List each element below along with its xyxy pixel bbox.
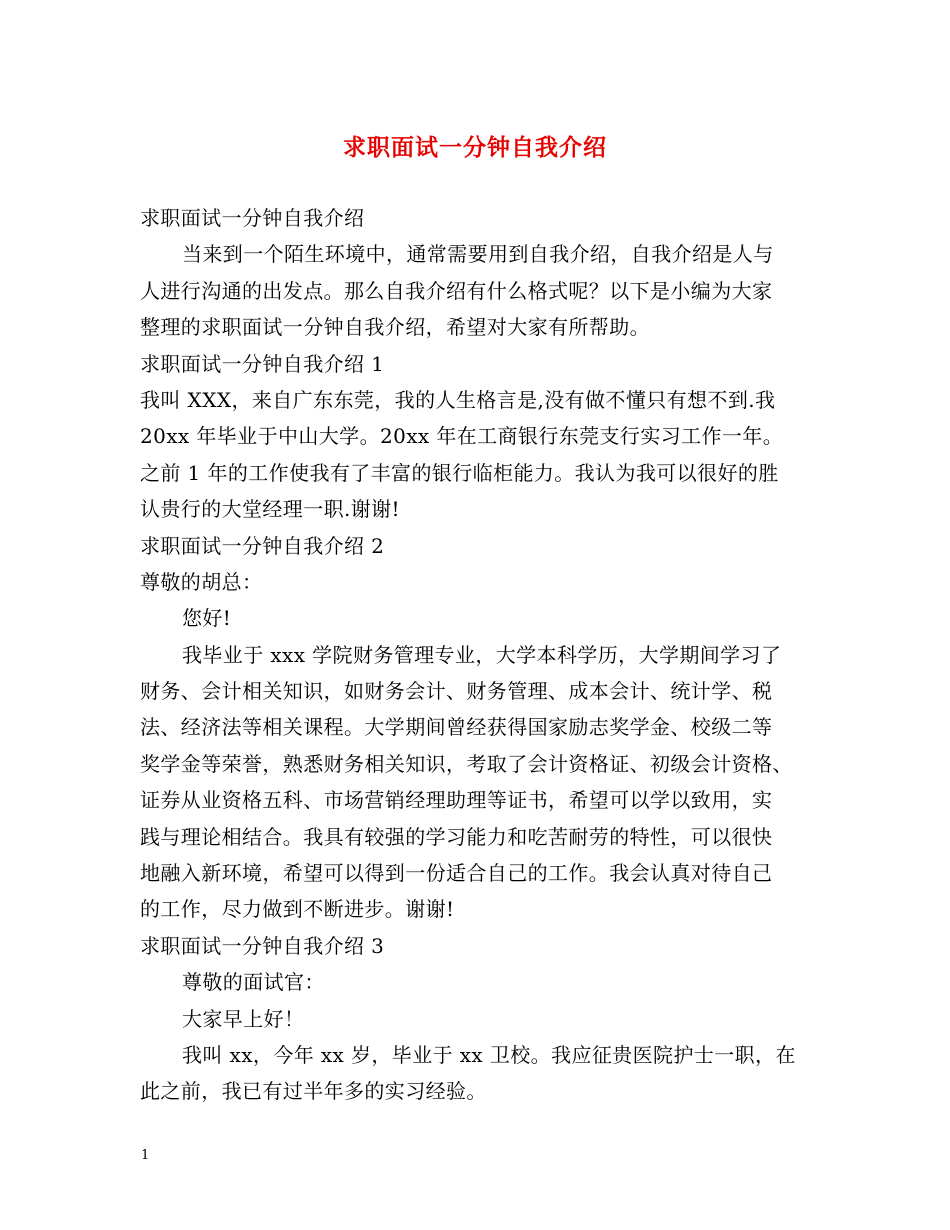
paragraph-line: 20xx 年毕业于中山大学。20xx 年在工商银行东莞支行实习工作一年。 — [140, 424, 784, 449]
paragraph-line: 践与理论相结合。我具有较强的学习能力和吃苦耐劳的特性，可以很快 — [140, 824, 773, 849]
paragraph-line: 我毕业于 xxx 学院财务管理专业，大学本科学历，大学期间学习了 — [182, 642, 782, 667]
section-heading: 求职面试一分钟自我介绍 2 — [140, 533, 385, 558]
paragraph-line: 法、经济法等相关课程。大学期间曾经获得国家励志奖学金、校级二等 — [140, 715, 773, 740]
paragraph-line: 整理的求职面试一分钟自我介绍，希望对大家有所帮助。 — [140, 315, 650, 340]
section-heading: 求职面试一分钟自我介绍 1 — [140, 351, 385, 376]
section-heading: 求职面试一分钟自我介绍 — [140, 206, 365, 230]
paragraph-line: 奖学金等荣誉，熟悉财务相关知识，考取了会计资格证、初级会计资格、 — [140, 751, 793, 776]
salutation-line: 尊敬的面试官： — [182, 970, 325, 995]
section-heading: 求职面试一分钟自我介绍 3 — [140, 933, 385, 958]
paragraph-line: 地融入新环境，希望可以得到一份适合自己的工作。我会认真对待自己 — [140, 861, 773, 886]
paragraph-line: 当来到一个陌生环境中，通常需要用到自我介绍，自我介绍是人与 — [182, 242, 774, 267]
page-number: 1 — [141, 1148, 150, 1163]
salutation-line: 尊敬的胡总： — [140, 569, 263, 594]
paragraph-line: 财务、会计相关知识，如财务会计、财务管理、成本会计、统计学、税 — [140, 679, 773, 704]
paragraph-line: 的工作，尽力做到不断进步。谢谢! — [140, 897, 455, 922]
paragraph-line: 我叫 XXX，来自广东东莞，我的人生格言是,没有做不懂只有想不到.我 — [140, 387, 776, 412]
greeting-line: 大家早上好！ — [182, 1006, 305, 1031]
document-title: 求职面试一分钟自我介绍 — [343, 135, 607, 161]
paragraph-line: 我叫 xx，今年 xx 岁，毕业于 xx 卫校。我应征贵医院护士一职，在 — [182, 1042, 796, 1067]
greeting-line: 您好! — [182, 606, 232, 631]
paragraph-line: 之前 1 年的工作使我有了丰富的银行临柜能力。我认为我可以很好的胜 — [140, 460, 779, 485]
paragraph-line: 此之前，我已有过半年多的实习经验。 — [140, 1079, 487, 1104]
paragraph-line: 人进行沟通的出发点。那么自我介绍有什么格式呢？以下是小编为大家 — [140, 278, 773, 303]
paragraph-line: 认贵行的大堂经理一职.谢谢! — [140, 497, 400, 522]
document-body — [140, 200, 820, 1110]
paragraph-line: 证券从业资格五科、市场营销经理助理等证书，希望可以学以致用，实 — [140, 788, 773, 813]
